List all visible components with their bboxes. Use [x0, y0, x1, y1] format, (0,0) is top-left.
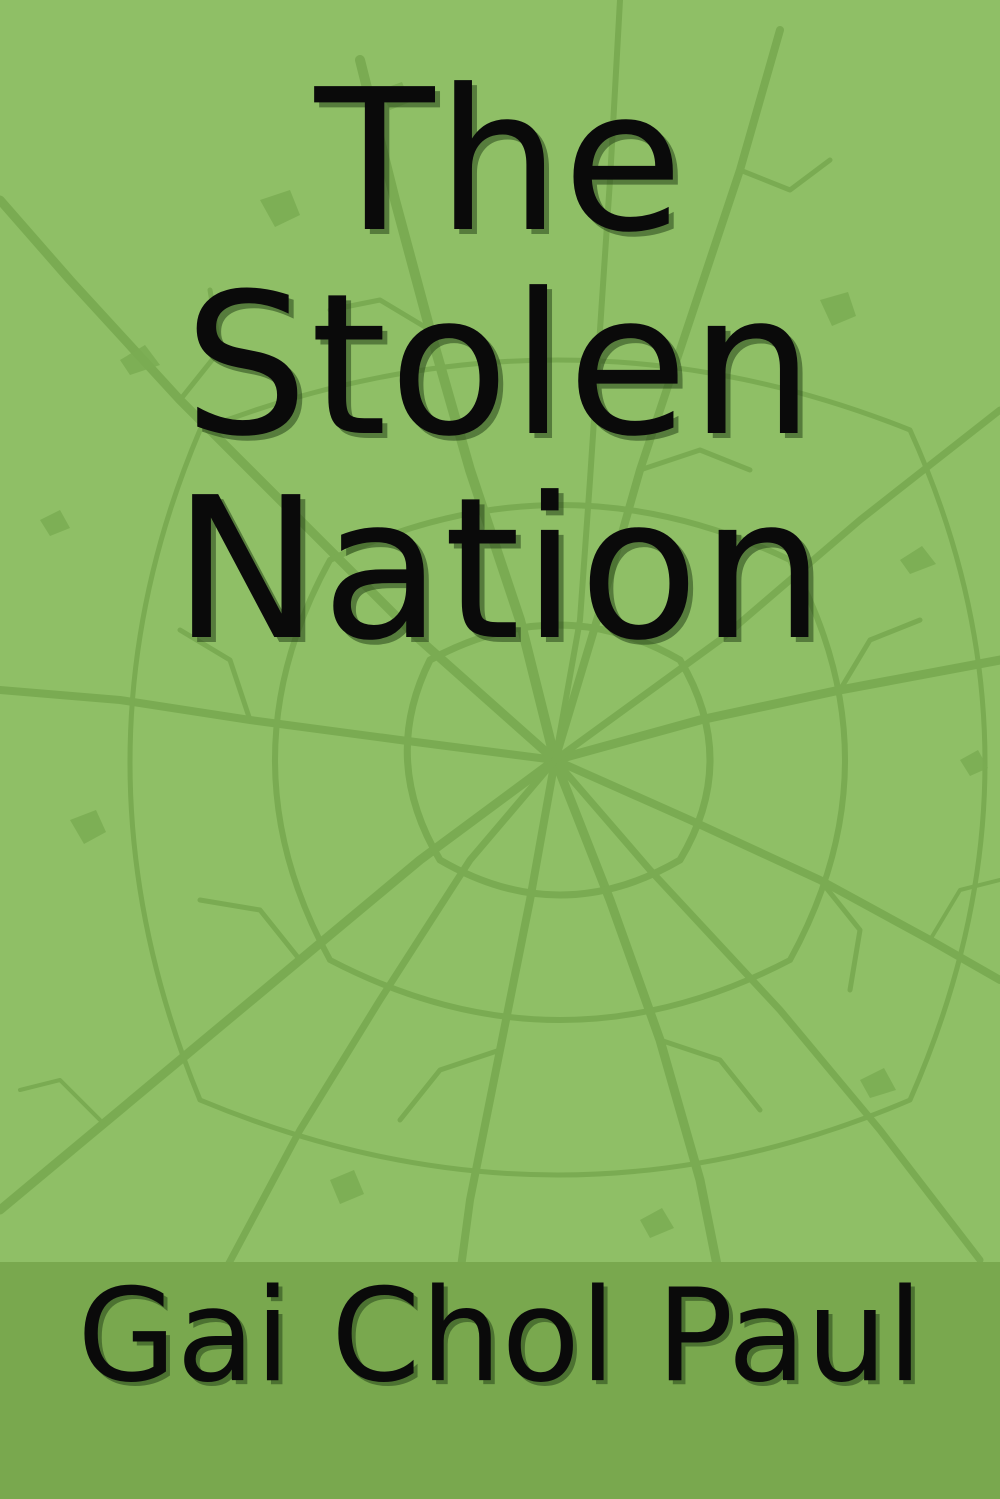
title-block — [0, 48, 1000, 684]
title-line-3: Nation — [172, 456, 828, 684]
title-line-1: The — [314, 48, 686, 276]
author-name: Gai Chol Paul — [77, 1262, 923, 1411]
title-line-2: Stolen — [183, 252, 817, 480]
